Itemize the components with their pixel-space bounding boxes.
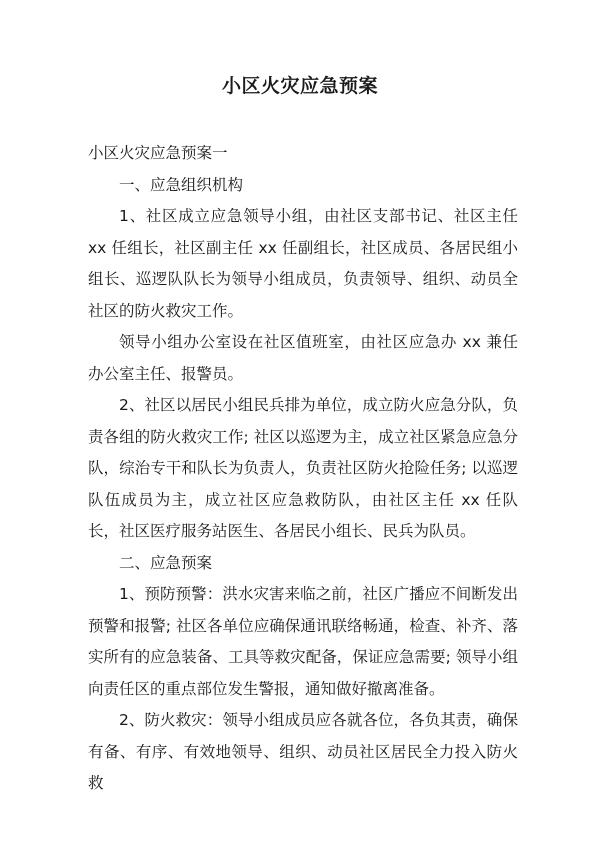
paragraph-subtitle: 小区火灾应急预案一 (88, 144, 228, 162)
section-heading-plan: 二、应急预案 (119, 553, 213, 572)
paragraph-leadership-group: 1、社区成立应急领导小组，由社区支部书记、社区主任 xx 任组长，社区副主任 xx 任副组长，社区成员、各居民组小组长、巡逻队队长为领导小组成员，负责领导、组织、动员全社区的防火救灾工作。 (88, 207, 518, 320)
paragraph-emergency-teams: 2、社区以居民小组民兵排为单位，成立防火应急分队，负责各组的防火救灾工作; 社区以巡逻为主，成立社区紧急应急分队，综治专干和队长为负责人，负责社区防火抢险任务; 以巡逻队伍成员为主，成立社区应急救防队，由社区主任 xx 任队长，社区医疗服务站医生、各居民小组长、民兵为队员。 (88, 396, 518, 540)
document-title: 小区火灾应急预案 (221, 75, 378, 97)
paragraph-fire-relief: 2、防火救灾：领导小组成员应各就各位，各负其责，确保有备、有序、有效地领导、组织、动员社区居民全力投入防火救 (88, 711, 518, 792)
document-body (88, 138, 518, 800)
section-heading-organization: 一、应急组织机构 (119, 175, 244, 194)
paragraph-office: 领导小组办公室设在社区值班室，由社区应急办 xx 兼任办公室主任、报警员。 (88, 333, 518, 383)
paragraph-early-warning: 1、预防预警：洪水灾害来临之前，社区广播应不间断发出预警和报警; 社区各单位应确保通讯联络畅通，检查、补齐、落实所有的应急装备、工具等救灾配备，保证应急需要; 领导小组向责任区的重点部位发生警报，通知做好撤离准备。 (88, 585, 518, 698)
